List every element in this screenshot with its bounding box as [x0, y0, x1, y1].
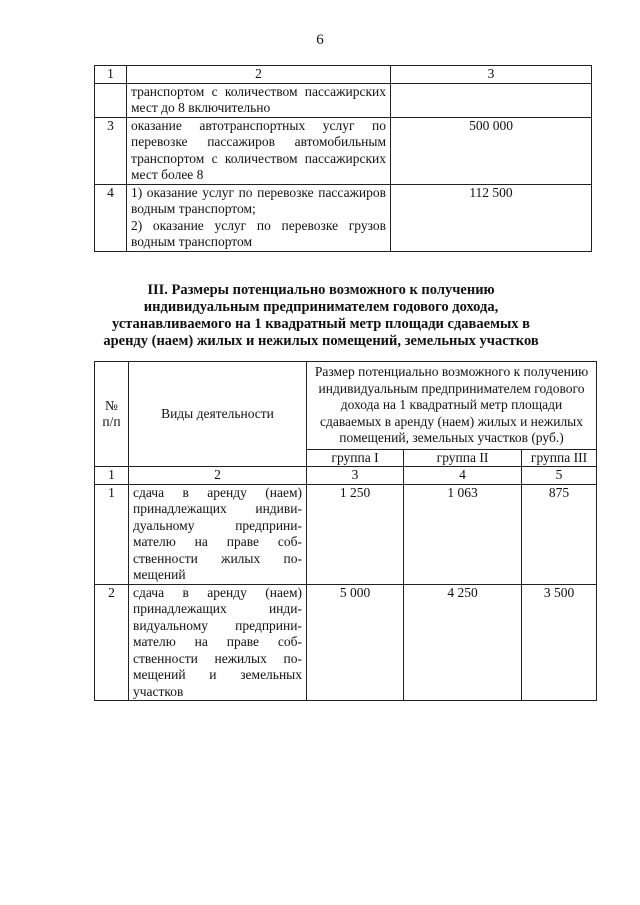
- table-transport-services: [94, 65, 592, 252]
- table-row: [95, 117, 592, 184]
- header-activity: Виды деятельности: [129, 362, 307, 467]
- row-number: [95, 83, 127, 117]
- table-index-row: [95, 467, 597, 485]
- header-group-2: группа II: [404, 449, 522, 467]
- table-header-row: [95, 66, 592, 84]
- index-cell: 4: [404, 467, 522, 485]
- table-row: [95, 484, 597, 584]
- activity-cell: оказание автотранспортных услуг по перевозке пассажиров автомобильным транспортом с количеством пассажирских мест более 8: [127, 117, 391, 184]
- group-2-value: 4 250: [404, 584, 522, 701]
- activity-cell: [127, 184, 391, 251]
- table-header-row: [95, 362, 597, 450]
- header-cell: 2: [127, 66, 391, 84]
- value-cell: 500 000: [391, 117, 592, 184]
- row-number: 2: [95, 584, 129, 701]
- section-title: III. Размеры потенциально возможного к получению индивидуальным предпринимателем годового дохода, устанавливаемого на 1 квадратный метр площади сдаваемых в аренду (наем) жилых и нежилых помещений, земельных участков: [103, 282, 539, 349]
- activity-line: 1) оказание услуг по перевозке пассажиров водным транспортом;: [131, 184, 386, 216]
- page-number: 6: [316, 32, 324, 48]
- table-rental-income: [94, 361, 597, 701]
- group-3-value: 875: [522, 484, 597, 584]
- table-row: [95, 184, 592, 251]
- index-cell: 2: [129, 467, 307, 485]
- header-group-3: группа III: [522, 449, 597, 467]
- header-num: № п/п: [95, 362, 129, 467]
- activity-cell: сдача в аренду (наем) принадлежащих индивидуальному предпринимателю на праве собственности жилых помещений: [129, 484, 307, 584]
- header-cell: 3: [391, 66, 592, 84]
- index-cell: 3: [307, 467, 404, 485]
- index-cell: 5: [522, 467, 597, 485]
- index-cell: 1: [95, 467, 129, 485]
- table-row: [95, 83, 592, 117]
- table-row: [95, 584, 597, 701]
- group-2-value: 1 063: [404, 484, 522, 584]
- value-cell: [391, 83, 592, 117]
- activity-line: 2) оказание услуг по перевозке грузов водным транспортом: [131, 217, 386, 249]
- row-number: 1: [95, 484, 129, 584]
- row-number: 4: [95, 184, 127, 251]
- activity-cell: транспортом с количеством пассажирских мест до 8 включительно: [127, 83, 391, 117]
- row-number: 3: [95, 117, 127, 184]
- value-cell: 112 500: [391, 184, 592, 251]
- header-group-1: группа I: [307, 449, 404, 467]
- header-income-size: Размер потенциально возможного к получению индивидуальным предпринимателем годового дохода на 1 квадратный метр площади сдаваемых в аренду (наем) жилых и нежилых помещений, земельных участков (руб.): [307, 362, 597, 450]
- group-1-value: 1 250: [307, 484, 404, 584]
- group-3-value: 3 500: [522, 584, 597, 701]
- header-cell: 1: [95, 66, 127, 84]
- group-1-value: 5 000: [307, 584, 404, 701]
- activity-cell: сдача в аренду (наем) принадлежащих индивидуальному предпринимателю на праве собственности нежилых помещений и земельных участков: [129, 584, 307, 701]
